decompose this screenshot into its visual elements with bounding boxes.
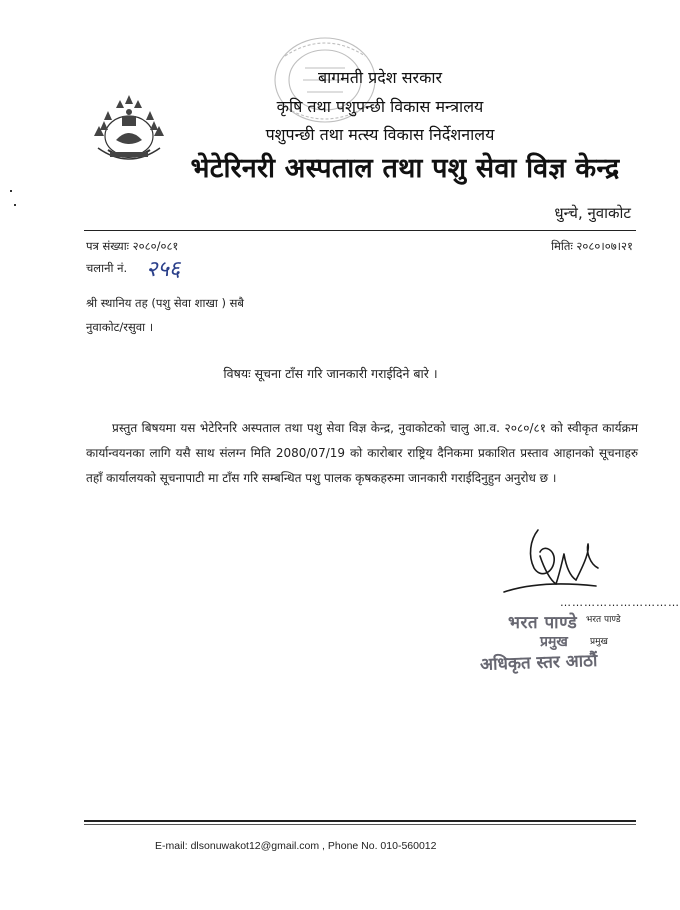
scan-speck <box>10 190 12 192</box>
signature-icon <box>500 522 610 600</box>
directorate-name: पशुपन्छी तथा मत्स्य विकास निर्देशनालय <box>265 125 495 144</box>
typed-signatory-name: भरत पाण्डे <box>586 615 621 625</box>
office-name: भेटेरिनरी अस्पताल तथा पशु सेवा विज्ञ केन्द्र <box>190 153 620 184</box>
province-government: बागमती प्रदेश सरकार <box>317 68 443 87</box>
footer-divider-thin <box>84 824 636 825</box>
office-location: धुन्चे, नुवाकोट <box>554 204 631 222</box>
recipient-line-1: श्री स्थानिय तह (पशु सेवा शाखा ) सबै <box>86 296 244 310</box>
footer-divider <box>84 820 636 822</box>
stamp-signatory-name: भरत पाण्डे <box>508 613 578 633</box>
nepal-emblem-icon <box>86 90 172 170</box>
subject-line: विषयः सूचना टाँस गरि जानकारी गराईदिने बारे । <box>223 366 438 381</box>
dispatch-label: चलानी नं. <box>86 261 128 275</box>
letter-body: प्रस्तुत बिषयमा यस भेटेरिनरि अस्पताल तथा पशु सेवा विज्ञ केन्द्र, नुवाकोटको चालु आ.व. २०८०/८१ को स्वीकृत कार्यक्रम कार्यान्वयनका लागि यसै साथ संलग्न मिति 2080/07/19 को कारोबार राष्ट्रिय दैनिकमा प्रकाशित प्रस्ताव आहानको सूचनाहरु तहाँ कार्यालयको सूचनापाटी मा टाँस गरि सम्बन्धित पशु पालक कृषकहरुमा जानकारी गराईदिनुहुन अनुरोध छ । <box>86 421 638 485</box>
letter-date: मितिः २०८०।०७।२१ <box>551 239 633 253</box>
stamp-signatory-role: प्रमुख <box>540 634 568 650</box>
reference-number: पत्र संख्याः २०८०/०८१ <box>86 239 179 253</box>
header-divider <box>84 230 636 231</box>
scan-speck <box>14 204 16 206</box>
typed-signatory-role: प्रमुख <box>590 637 608 647</box>
recipient-line-2: नुवाकोट/रसुवा । <box>86 320 154 334</box>
ministry-name: कृषि तथा पशुपन्छी विकास मन्त्रालय <box>276 97 484 116</box>
stamp-signatory-rank: अधिकृत स्तर आठौं <box>479 650 598 676</box>
contact-info: E-mail: dlsonuwakot12@gmail.com , Phone No. 010-560012 <box>155 840 437 852</box>
dispatch-number-handwritten: २५६ <box>146 257 181 282</box>
signature-line: ………………………… <box>560 596 680 609</box>
